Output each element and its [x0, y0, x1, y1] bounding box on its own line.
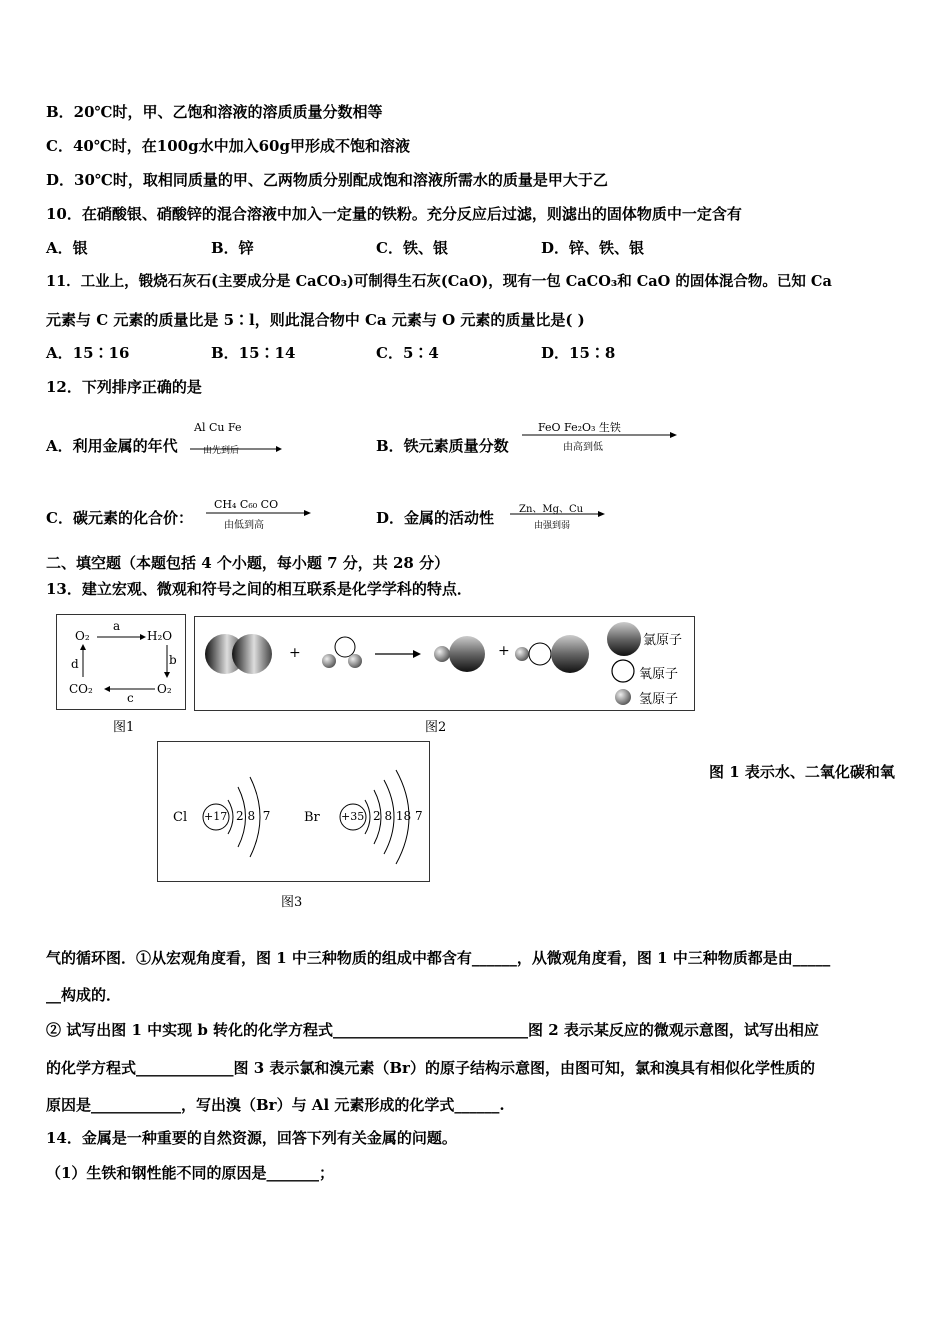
fig2-legend-chlorine: 氯原子: [643, 633, 683, 648]
q11-option-a: A．15∶16: [46, 344, 130, 362]
option-c-line: C．40℃时，在100g水中加入60g甲形成不饱和溶液: [46, 137, 410, 155]
fig3-br-nucleus: +35: [341, 810, 365, 823]
option-d-line: D．30℃时，取相同质量的甲、乙两物质分别配成饱和溶液所需水的质量是甲大于乙: [46, 171, 608, 189]
q12-option-a-top: Al Cu Fe: [194, 421, 242, 434]
paragraph-1-line1: 气的循环图．①从宏观角度看，图 1 中三种物质的组成中都含有______，从微观角度看，图 1 中三种物质都是由_____: [46, 949, 831, 967]
fig3-br-symbol: Br: [304, 810, 320, 825]
q12-b-arrow: [520, 430, 680, 440]
q12-option-d-bottom: 由强到弱: [534, 521, 571, 531]
fig2-legend-oxygen: 氧原子: [639, 667, 679, 682]
q12-option-b-label: B．铁元素质量分数: [376, 437, 509, 455]
q10-option-b: B．锌: [211, 239, 254, 257]
q12-d-arrow: [508, 509, 608, 519]
q12-option-c-label: C．碳元素的化合价：: [46, 509, 193, 527]
fig1-label-a: a: [113, 619, 121, 633]
q12-a-arrow: [188, 444, 284, 454]
paragraph-2-line3: 原因是____________，写出溴（Br）与 Al 元素形成的化学式______.: [46, 1096, 505, 1114]
question-11-line2: 元素与 C 元素的质量比是 5∶l，则此混合物中 Ca 元素与 O 元素的质量比是( ): [46, 311, 585, 329]
q10-option-c: C．铁、银: [376, 239, 448, 257]
q12-c-arrow: [204, 508, 314, 518]
question-11-line1: 11．工业上，锻烧石灰石(主要成分是 CaCO₃)可制得生石灰(CaO)，现有一包 CaCO₃和 CaO 的固体混合物。已知 Ca: [46, 273, 832, 290]
figure-1: [56, 614, 186, 710]
q12-option-d-top: Zn、Mg、Cu: [519, 504, 584, 515]
q11-option-b: B．15∶14: [211, 344, 296, 362]
question-13: 13．建立宏观、微观和符号之间的相互联系是化学学科的特点．: [46, 580, 472, 598]
figure-3: [157, 741, 430, 882]
question-14: 14．金属是一种重要的自然资源，回答下列有关金属的问题。: [46, 1129, 457, 1147]
fig1-o2-bottom: O₂: [157, 682, 172, 696]
fig2-plus-2: +: [498, 643, 510, 659]
fig1-co2: CO₂: [69, 682, 93, 696]
fig1-label-d: d: [71, 657, 79, 671]
q12-option-a-label: A．利用金属的年代: [46, 437, 178, 455]
q12-option-b-bottom: 由高到低: [563, 442, 603, 453]
fig2-caption: 图2: [425, 720, 447, 735]
paragraph-1-line2: __构成的．: [46, 986, 122, 1004]
figure-1-note: 图 1 表示水、二氧化碳和氧: [709, 763, 895, 781]
section-2-heading: 二、填空题（本题包括 4 个小题，每小题 7 分，共 28 分）: [46, 554, 450, 572]
paragraph-2-line1: ② 试写出图 1 中实现 b 转化的化学方程式__________________________图 2 表示某反应的微观示意图，试写出相应: [46, 1021, 819, 1039]
question-12: 12．下列排序正确的是: [46, 378, 202, 396]
fig1-o2-top: O₂: [75, 629, 90, 643]
q12-option-a-bottom: 由先到后: [203, 446, 240, 456]
q12-option-c-bottom: 由低到高: [224, 520, 264, 531]
fig3-br-shells: 2 8 18 7: [373, 809, 423, 823]
fig2-plus-1: +: [289, 645, 301, 661]
fig2-legend-hydrogen: 氢原子: [639, 692, 679, 707]
paragraph-2-line2: 的化学方程式_____________图 3 表示氯和溴元素（Br）的原子结构示意图，由图可知，氯和溴具有相似化学性质的: [46, 1059, 815, 1077]
q11-option-c: C．5∶4: [376, 344, 439, 362]
option-b-line: B．20℃时，甲、乙饱和溶液的溶质质量分数相等: [46, 103, 383, 121]
q10-option-a: A．银: [46, 239, 88, 257]
fig3-cl-shells: 2 8 7: [236, 809, 271, 823]
question-10: 10．在硝酸银、硝酸锌的混合溶液中加入一定量的铁粉。充分反应后过滤，则滤出的固体物质中一定含有: [46, 205, 742, 223]
fig3-cl-symbol: Cl: [173, 810, 188, 825]
question-14-part-1: （1）生铁和钢性能不同的原因是_______；: [46, 1164, 334, 1182]
fig1-caption: 图1: [113, 720, 135, 735]
q12-option-b-top: FeO Fe₂O₃ 生铁: [538, 421, 621, 434]
fig1-label-b: b: [169, 653, 177, 667]
fig1-label-c: c: [127, 691, 134, 705]
q10-option-d: D．锌、铁、银: [541, 239, 645, 257]
fig1-h2o: H₂O: [147, 629, 173, 643]
fig3-cl-nucleus: +17: [204, 810, 228, 823]
figure-2: [194, 616, 695, 711]
q11-option-d: D．15∶8: [541, 344, 616, 362]
q12-option-c-top: CH₄ C₆₀ CO: [214, 498, 279, 511]
q12-option-d-label: D．金属的活动性: [376, 509, 495, 527]
fig3-caption: 图3: [281, 895, 303, 910]
